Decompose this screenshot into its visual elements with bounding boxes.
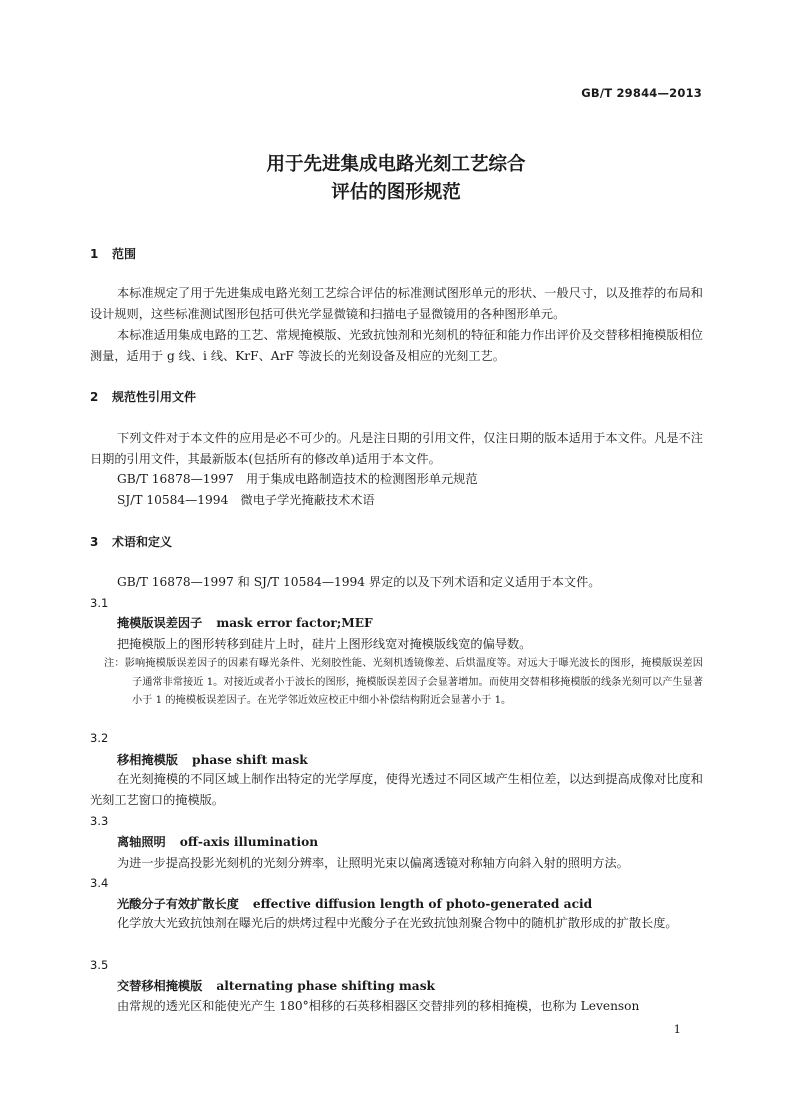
- page-number: 1: [673, 1022, 681, 1036]
- term-chinese: 光酸分子有效扩散长度: [117, 897, 239, 911]
- scope-paragraph-1: [90, 283, 703, 325]
- references-intro: [90, 428, 703, 470]
- clause-number: 3.5: [90, 958, 109, 972]
- clause-number: 3.3: [90, 814, 109, 828]
- section-title: 范围: [112, 247, 137, 261]
- term-definition: [90, 769, 703, 811]
- term-definition: 为进一步提高投影光刻机的光刻分辨率，让照明光束以偏离透镜对称轴方向斜入射的照明方法。: [117, 856, 629, 870]
- clause-number: 3.4: [90, 876, 109, 890]
- scope-paragraph-2: [90, 325, 703, 367]
- term-heading: [117, 751, 308, 768]
- term-english: phase shift mask: [191, 753, 308, 767]
- document-title-line-2: 评估的图形规范: [331, 182, 461, 203]
- clause-number: 3.1: [90, 596, 109, 610]
- scope-text-1: 本标准规定了用于先进集成电路光刻工艺综合评估的标准测试图形单元的形状、一般尺寸，以及推荐的布局和设计规则，这些标准测试图形包括可供光学显微镜和扫描电子显微镜用的各种图形单元。: [90, 286, 703, 321]
- term-english: mask error factor;MEF: [216, 616, 373, 630]
- term-english: alternating phase shifting mask: [216, 979, 436, 993]
- scope-text-2: 本标准适用集成电路的工艺、常规掩模版、光致抗蚀剂和光刻机的特征和能力作出评价及交替移相掩模版相位测量，适用于 g 线、i 线、KrF、ArF 等波长的光刻设备及相应的光刻工艺。: [90, 328, 703, 363]
- term-heading: [117, 977, 435, 994]
- section-heading-normative-references: [90, 388, 196, 405]
- term-definition-text: 化学放大光致抗蚀剂在曝光后的烘烤过程中光酸分子在光致抗蚀剂聚合物中的随机扩散形成的扩散长度。: [117, 916, 678, 930]
- section-heading-scope: [90, 245, 136, 262]
- term-english: off-axis illumination: [179, 835, 319, 849]
- term-heading: [117, 895, 592, 912]
- term-chinese: 交替移相掩模版: [117, 979, 203, 993]
- term-heading: [117, 614, 373, 631]
- term-definition: 把掩模版上的图形转移到硅片上时，硅片上图形线宽对掩模版线宽的偏导数。: [117, 637, 532, 651]
- references-intro-text: 下列文件对于本文件的应用是必不可少的。凡是注日期的引用文件，仅注日期的版本适用于本文件。凡是不注日期的引用文件，其最新版本(包括所有的修改单)适用于本文件。: [90, 431, 703, 466]
- term-definition: [90, 913, 703, 934]
- term-definition: 由常规的透光区和能使光产生 180°相移的石英移相器区交替排列的移相掩模，也称为 Levenson: [117, 999, 640, 1013]
- term-note: [104, 655, 703, 711]
- section-title: 术语和定义: [112, 535, 173, 549]
- terms-intro: GB/T 16878—1997 和 SJ/T 10584—1994 界定的以及下列术语和定义适用于本文件。: [117, 575, 601, 589]
- term-chinese: 离轴照明: [117, 835, 166, 849]
- term-note-text: 注：影响掩模版误差因子的因素有曝光条件、光刻胶性能、光刻机透镜像差、后烘温度等。对远大于曝光波长的图形，掩模版误差因子通常非常接近 1。对接近或者小于波长的图形，掩模版误差因子会显著增加。而使用交替相移掩模版的线条光刻可以产生显著小于 1 的掩模板误差因子。在光学邻近效应校正中细小补偿结构附近会显著小于 1。: [104, 658, 703, 706]
- reference-item: GB/T 16878—1997 用于集成电路制造技术的检测图形单元规范: [117, 472, 478, 486]
- section-title: 规范性引用文件: [112, 390, 197, 404]
- term-heading: [117, 833, 318, 850]
- term-english: effective diffusion length of photo-generated acid: [252, 897, 593, 911]
- section-heading-terms: [90, 533, 172, 550]
- term-chinese: 掩模版误差因子: [117, 616, 203, 630]
- clause-number: 3.2: [90, 731, 109, 745]
- term-definition-text: 在光刻掩模的不同区域上制作出特定的光学厚度，使得光透过不同区域产生相位差，以达到提高成像对比度和光刻工艺窗口的掩模版。: [90, 772, 703, 807]
- reference-item: SJ/T 10584—1994 微电子学光掩蔽技术术语: [117, 493, 375, 507]
- document-title-line-1: 用于先进集成电路光刻工艺综合: [266, 154, 526, 175]
- section-number: 1: [90, 247, 99, 261]
- term-chinese: 移相掩模版: [117, 753, 178, 767]
- standard-code: GB/T 29844—2013: [581, 86, 702, 100]
- section-number: 3: [90, 535, 99, 549]
- section-number: 2: [90, 390, 99, 404]
